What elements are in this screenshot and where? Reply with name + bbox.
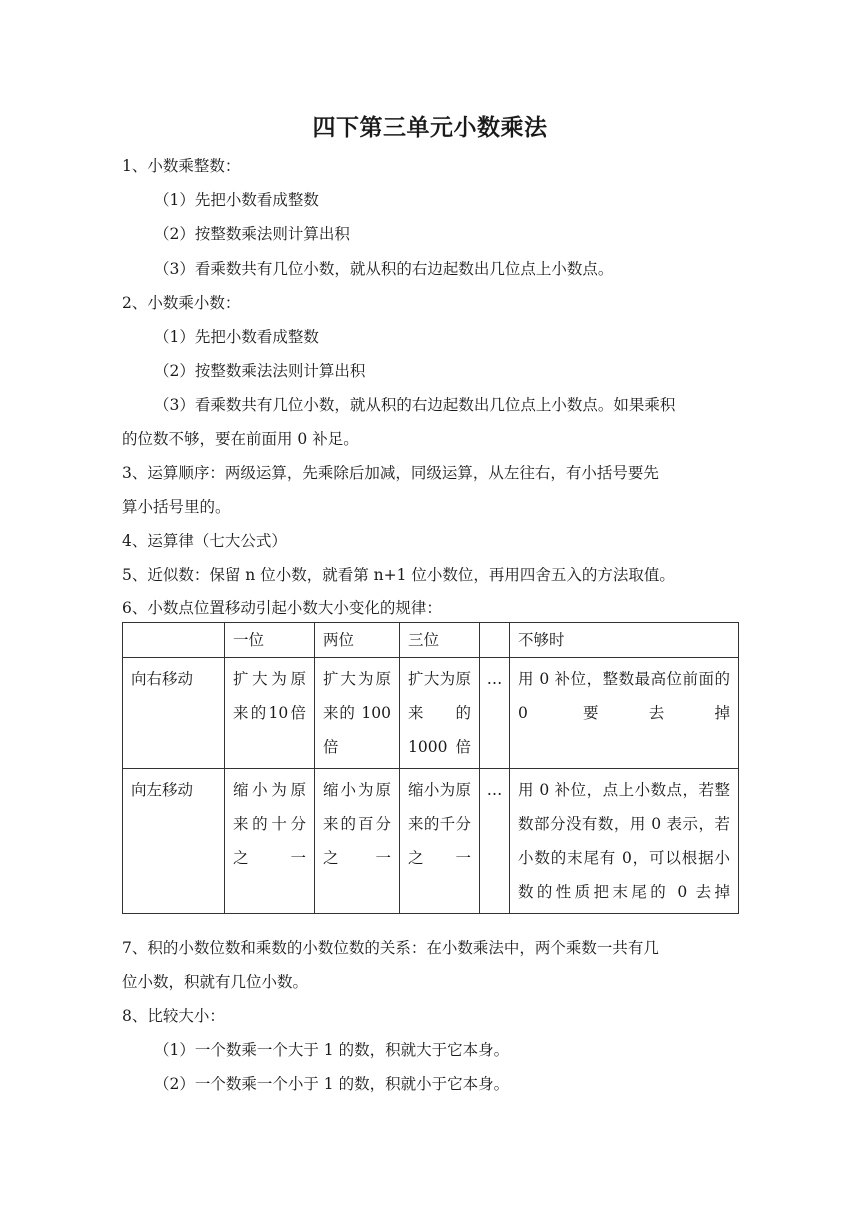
section-8-heading: 8、比较大小： <box>122 1007 225 1025</box>
table-header-cell <box>480 623 510 658</box>
table-header-cell: 一位 <box>225 623 315 658</box>
section-1-step-2: （2）按整数乘法则计算出积 <box>154 225 350 243</box>
ellipsis-cell: … <box>480 658 510 769</box>
table-header-cell: 两位 <box>315 623 400 658</box>
table-cell: 用 0 补位，整数最高位前面的 0 要去掉 <box>510 658 739 769</box>
table-header-row <box>123 623 739 658</box>
table-header-cell <box>123 623 225 658</box>
section-1-step-1: （1）先把小数看成整数 <box>154 191 319 209</box>
table-cell: 扩大为原来的 100倍 <box>315 658 400 769</box>
row-label: 向右移动 <box>123 658 225 769</box>
section-2-heading: 2、小数乘小数： <box>122 294 241 312</box>
section-2-step-3-line-1: （3）看乘数共有几位小数，就从积的右边起数出几位点上小数点。如果乘积 <box>154 396 676 414</box>
section-8-item-1: （1）一个数乘一个大于 1 的数，积就大于它本身。 <box>154 1041 510 1059</box>
section-7-line-1: 7、积的小数位数和乘数的小数位数的关系：在小数乘法中，两个乘数一共有几 <box>122 939 659 957</box>
document-title: 四下第三单元小数乘法 <box>312 115 548 141</box>
section-2-step-1: （1）先把小数看成整数 <box>154 328 319 346</box>
section-1-heading: 1、小数乘整数： <box>122 157 241 175</box>
table-cell: 扩大为原来的1000倍 <box>400 658 480 769</box>
table-cell: 扩大为原来的10倍 <box>225 658 315 769</box>
section-5: 5、近似数：保留 n 位小数，就看第 n+1 位小数位，再用四舍五入的方法取值。 <box>122 566 675 584</box>
table-cell: 缩小为原来的十分之一 <box>225 769 315 914</box>
section-1-step-3: （3）看乘数共有几位小数，就从积的右边起数出几位点上小数点。 <box>154 260 614 278</box>
section-2-step-2: （2）按整数乘法法则计算出积 <box>154 362 366 380</box>
section-3-line-2: 算小括号里的。 <box>122 498 231 516</box>
table-header-cell: 三位 <box>400 623 480 658</box>
table-cell: 用 0 补位，点上小数点，若整数部分没有数，用 0 表示，若小数的末尾有 0，可以根据小数的性质把末尾的 0 去掉 <box>510 769 739 914</box>
ellipsis-cell: … <box>480 769 510 914</box>
table-row <box>123 658 739 769</box>
row-label: 向左移动 <box>123 769 225 914</box>
table-row <box>123 769 739 914</box>
section-8-item-2: （2）一个数乘一个小于 1 的数，积就小于它本身。 <box>154 1075 510 1093</box>
section-2-step-3-line-2: 的位数不够，要在前面用 0 补足。 <box>122 430 359 448</box>
section-7-line-2: 位小数，积就有几位小数。 <box>122 973 309 991</box>
table-cell: 缩小为原来的百分之一 <box>315 769 400 914</box>
section-6: 6、小数点位置移动引起小数大小变化的规律： <box>122 599 442 617</box>
table-header-cell: 不够时 <box>510 623 739 658</box>
table-cell: 缩小为原来的千分之一 <box>400 769 480 914</box>
decimal-point-move-table <box>122 622 739 914</box>
section-4: 4、运算律（七大公式） <box>122 532 287 550</box>
section-3-line-1: 3、运算顺序：两级运算，先乘除后加减，同级运算，从左往右，有小括号要先 <box>122 464 659 482</box>
